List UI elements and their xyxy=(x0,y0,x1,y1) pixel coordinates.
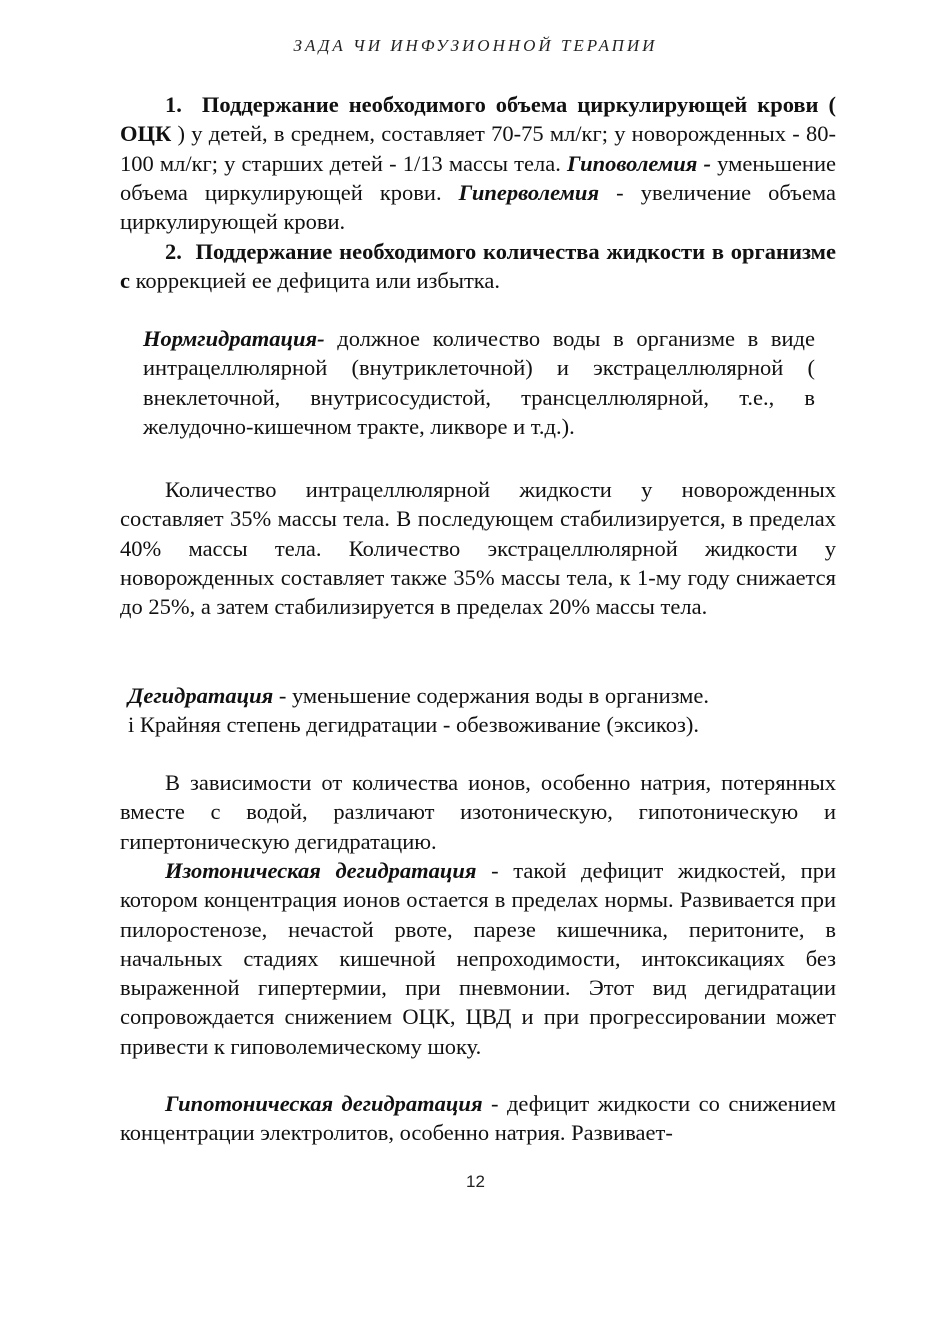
page-number: 12 xyxy=(466,1172,485,1191)
hypotonic-dehydration-term: Гипотоническая дегидратация xyxy=(165,1091,483,1116)
section-1-text: ) у детей, в среднем, составляет 70-75 мл/кг; у новорожденных - 80-100 мл/кг; у старших детей - 1/13 массы тела. xyxy=(120,121,836,176)
dehydration-text: - уменьшение содержания воды в организме. xyxy=(273,683,710,708)
section-1-heading: Поддержание необходимого объема циркулирующей крови ( ОЦК xyxy=(120,92,836,147)
fluid-volume-paragraph xyxy=(120,475,836,621)
dehydration-extreme-degree: і Крайняя степень дегидратации - обезвоживание (эксикоз). xyxy=(128,712,699,738)
normhydration-text: должное количество воды в организме в виде интрацеллюлярной (внутриклеточной) и экстрацеллюлярной ( внеклеточной, внутрисосудистой, трансцеллюлярной, т.е., в желудочно-кишечном тракте, ликворе и т.д.). xyxy=(143,326,815,439)
dehydration-definition xyxy=(128,681,828,740)
hypotonic-dehydration-paragraph xyxy=(120,1089,836,1148)
section-2-number: 2. xyxy=(165,239,182,264)
hypovolemia-definition: уменьшение объема циркулирующей крови. xyxy=(120,150,837,205)
isotonic-dehydration-text: - такой дефицит жидкостей, при котором концентрация ионов остается в пределах нормы. Развивается при пилоростенозе, нечастой рвоте, парезе кишечника, перитоните, в начальных стадиях кишечной непроходимости, интоксикациях без выраженной гипертермии, при пневмонии. Этот вид дегидратации сопровождается снижением ОЦК, ЦВД и при прогрессировании может привести к гиповолемическому шоку. xyxy=(120,858,836,1059)
section-2-text: коррекцией ее дефицита или избытка. xyxy=(130,268,501,294)
section-1-number: 1. xyxy=(165,92,182,117)
dehydration-term: Дегидратация xyxy=(128,683,274,708)
hypervolemia-definition: - увеличение объема циркулирующей крови. xyxy=(120,179,836,235)
hypotonic-dehydration-text: - дефицит жидкости со снижением концентрации электролитов, особенно натрия. Развивает- xyxy=(120,1091,836,1146)
section-2-heading: Поддержание необходимого количества жидкости в организме с xyxy=(120,239,836,294)
fluid-volume-text: Количество интрацеллюлярной жидкости у новорожденных составляет 35% массы тела. В последующем стабилизируется, в пределах 40% массы тела. Количество экстрацеллюлярной жидкости у новорожденных составляет также 35% массы тела, к 1-му году снижается до 25%, а затем стабилизируется в пределах 20% массы тела. xyxy=(120,477,836,620)
isotonic-dehydration-paragraph xyxy=(120,856,836,1061)
running-head: ЗАДА ЧИ ИНФУЗИОННОЙ ТЕРАПИИ xyxy=(293,36,658,55)
isotonic-dehydration-term: Изотоническая дегидратация xyxy=(165,858,477,883)
hypervolemia-term: Гиперволемия xyxy=(458,179,600,205)
dehydration-types-paragraph xyxy=(120,768,836,856)
dehydration-types-text: В зависимости от количества ионов, особенно натрия, потерянных вместе с водой, различают изотоническую, гипотоническую и гипертоническую дегидратацию. xyxy=(120,770,836,854)
section-1-paragraph xyxy=(120,90,836,236)
section-2-paragraph xyxy=(120,237,836,296)
normhydration-definition xyxy=(143,324,815,441)
hypovolemia-term: Гиповолемия - xyxy=(566,150,711,176)
normhydration-term: Нормгидратация- xyxy=(143,326,325,351)
